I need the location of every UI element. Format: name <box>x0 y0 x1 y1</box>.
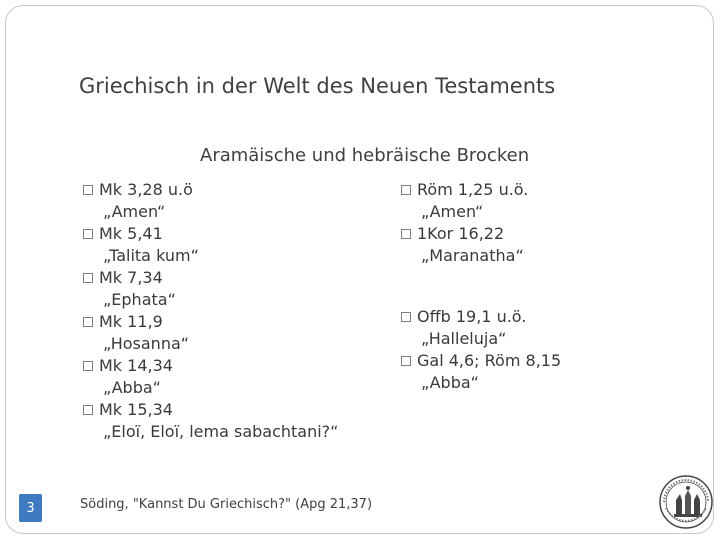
square-bullet-icon <box>83 405 93 415</box>
verse-reference: Mk 11,9 <box>99 312 163 331</box>
university-seal-icon <box>658 474 714 530</box>
verse-quote: „Halleluja“ <box>421 329 507 348</box>
verse-reference: Offb 19,1 u.ö. <box>417 307 527 326</box>
verse-quote: „Hosanna“ <box>103 334 190 353</box>
verse-reference: Mk 5,41 <box>99 224 163 243</box>
square-bullet-icon <box>83 361 93 371</box>
list-item <box>83 355 173 399</box>
verse-reference: 1Kor 16,22 <box>417 224 505 243</box>
verse-reference: Mk 3,28 u.ö <box>99 180 193 199</box>
verse-reference: Röm 1,25 u.ö. <box>417 180 529 199</box>
slide-title: Griechisch in der Welt des Neuen Testaments <box>79 74 556 98</box>
list-item <box>401 179 528 223</box>
square-bullet-icon <box>401 229 411 239</box>
verse-quote: „Abba“ <box>421 373 479 392</box>
list-item <box>401 350 561 394</box>
square-bullet-icon <box>401 356 411 366</box>
list-item <box>83 223 199 267</box>
footer-citation: Söding, "Kannst Du Griechisch?" (Apg 21,37) <box>80 497 373 512</box>
verse-reference: Mk 7,34 <box>99 268 163 287</box>
verse-quote: „Abba“ <box>103 378 161 397</box>
page-number: 3 <box>19 494 42 522</box>
square-bullet-icon <box>83 229 93 239</box>
verse-quote: „Talita kum“ <box>103 246 199 265</box>
square-bullet-icon <box>83 317 93 327</box>
list-item <box>83 179 193 223</box>
square-bullet-icon <box>83 273 93 283</box>
verse-quote: „Maranatha“ <box>421 246 524 265</box>
verse-reference: Mk 15,34 <box>99 400 173 419</box>
slide-subtitle: Aramäische und hebräische Brocken <box>200 145 530 166</box>
list-item <box>83 267 176 311</box>
verse-reference: Gal 4,6; Röm 8,15 <box>417 351 562 370</box>
square-bullet-icon <box>401 312 411 322</box>
verse-quote: „Ephata“ <box>103 290 176 309</box>
list-item <box>401 306 526 350</box>
list-item <box>83 399 338 443</box>
list-item <box>83 311 189 355</box>
verse-quote: „Amen“ <box>421 202 484 221</box>
square-bullet-icon <box>401 185 411 195</box>
verse-quote: „Eloï, Eloï, lema sabachtani?“ <box>103 422 339 441</box>
verse-reference: Mk 14,34 <box>99 356 173 375</box>
list-item <box>401 223 524 267</box>
square-bullet-icon <box>83 185 93 195</box>
verse-quote: „Amen“ <box>103 202 166 221</box>
